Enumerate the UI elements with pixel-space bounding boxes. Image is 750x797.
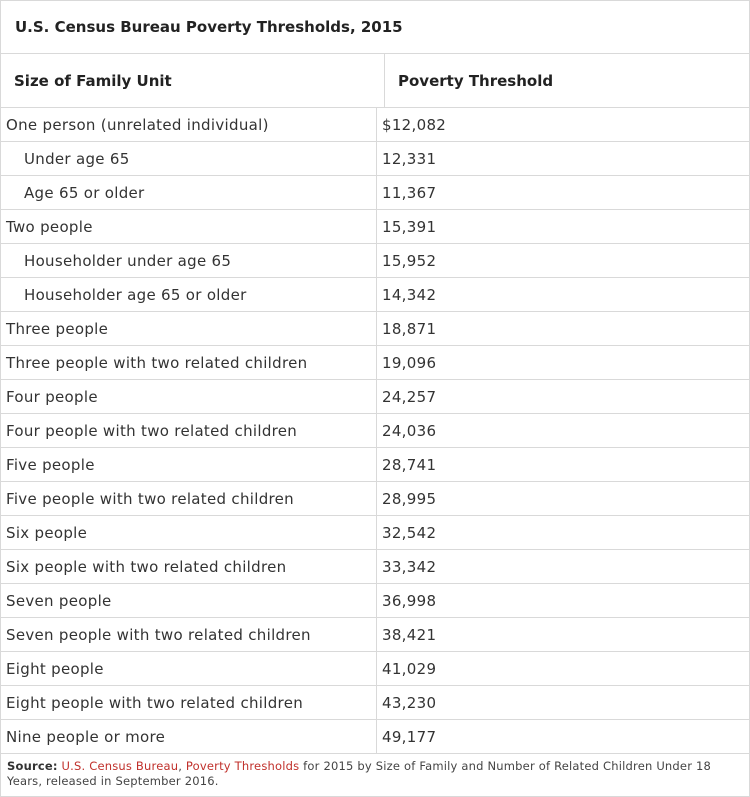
family-size-label: Householder under age 65: [24, 251, 232, 270]
family-size-cell: [1, 244, 377, 277]
threshold-value: 49,177: [382, 727, 437, 746]
table-row: [1, 516, 749, 550]
threshold-value: 18,871: [382, 319, 437, 338]
family-size-cell: [1, 176, 377, 209]
family-size-cell: [1, 278, 377, 311]
family-size-cell: [1, 720, 377, 753]
family-size-label: One person (unrelated individual): [6, 115, 269, 134]
threshold-value: 15,952: [382, 251, 437, 270]
family-size-label: Five people with two related children: [6, 489, 294, 508]
family-size-cell: [1, 108, 377, 141]
table-row: [1, 550, 749, 584]
family-size-cell: [1, 414, 377, 447]
table-row: [1, 176, 749, 210]
source-link-poverty-thresholds[interactable]: Poverty Thresholds: [185, 759, 300, 773]
family-size-label: Four people: [6, 387, 98, 406]
family-size-cell: [1, 584, 377, 617]
table-row: [1, 380, 749, 414]
family-size-label: Five people: [6, 455, 95, 474]
table-row: [1, 618, 749, 652]
table-row: [1, 312, 749, 346]
family-size-cell: [1, 516, 377, 549]
table-row: [1, 652, 749, 686]
family-size-label: Eight people: [6, 659, 104, 678]
threshold-value: 38,421: [382, 625, 437, 644]
threshold-value: 41,029: [382, 659, 437, 678]
table-row: [1, 686, 749, 720]
threshold-value: 12,331: [382, 149, 437, 168]
family-size-label: Four people with two related children: [6, 421, 298, 440]
source-link-census-bureau[interactable]: U.S. Census Bureau: [61, 759, 179, 773]
table-row: [1, 278, 749, 312]
family-size-cell: [1, 652, 377, 685]
family-size-label: Under age 65: [24, 149, 130, 168]
table-row: [1, 584, 749, 618]
family-size-cell: [1, 482, 377, 515]
family-size-label: Two people: [6, 217, 93, 236]
threshold-value: 24,257: [382, 387, 437, 406]
column-header-family-size: Size of Family Unit: [1, 54, 385, 107]
family-size-cell: [1, 380, 377, 413]
threshold-value: 43,230: [382, 693, 437, 712]
family-size-label: Three people: [6, 319, 109, 338]
threshold-value: 19,096: [382, 353, 437, 372]
table-row: [1, 448, 749, 482]
family-size-cell: [1, 448, 377, 481]
table-title: U.S. Census Bureau Poverty Thresholds, 2015: [1, 1, 749, 54]
family-size-label: Seven people with two related children: [6, 625, 311, 644]
threshold-value: 24,036: [382, 421, 437, 440]
table-row: [1, 244, 749, 278]
threshold-value: 28,741: [382, 455, 437, 474]
table-row: [1, 482, 749, 516]
threshold-value: 36,998: [382, 591, 437, 610]
threshold-value: 28,995: [382, 489, 437, 508]
family-size-cell: [1, 550, 377, 583]
family-size-cell: [1, 210, 377, 243]
threshold-value: 11,367: [382, 183, 437, 202]
family-size-label: Householder age 65 or older: [24, 285, 247, 304]
family-size-label: Three people with two related children: [6, 353, 308, 372]
threshold-value: 15,391: [382, 217, 437, 236]
threshold-value: $12,082: [382, 115, 447, 134]
family-size-label: Six people: [6, 523, 88, 542]
threshold-value: 32,542: [382, 523, 437, 542]
table-row: [1, 414, 749, 448]
threshold-value: 14,342: [382, 285, 437, 304]
table-row: [1, 720, 749, 754]
table-row: [1, 142, 749, 176]
table-row: [1, 108, 749, 142]
family-size-cell: [1, 686, 377, 719]
table-row: [1, 210, 749, 244]
family-size-label: Age 65 or older: [24, 183, 145, 202]
family-size-cell: [1, 142, 377, 175]
table-row: [1, 346, 749, 380]
table-header-row: [1, 54, 749, 108]
family-size-label: Seven people: [6, 591, 112, 610]
family-size-label: Eight people with two related children: [6, 693, 304, 712]
column-header-threshold: Poverty Threshold: [398, 71, 554, 90]
family-size-cell: [1, 312, 377, 345]
source-separator: ,: [178, 759, 186, 773]
family-size-cell: [1, 618, 377, 651]
source-note: [1, 754, 749, 789]
source-label: Source:: [7, 759, 58, 773]
table-body: [1, 108, 749, 754]
threshold-value: 33,342: [382, 557, 437, 576]
family-size-label: Six people with two related children: [6, 557, 287, 576]
source-text: for 2015 by Size of Family and Number of Related Children Under 18 Years, released in September 2016.: [7, 759, 712, 788]
family-size-label: Nine people or more: [6, 727, 166, 746]
family-size-cell: [1, 346, 377, 379]
